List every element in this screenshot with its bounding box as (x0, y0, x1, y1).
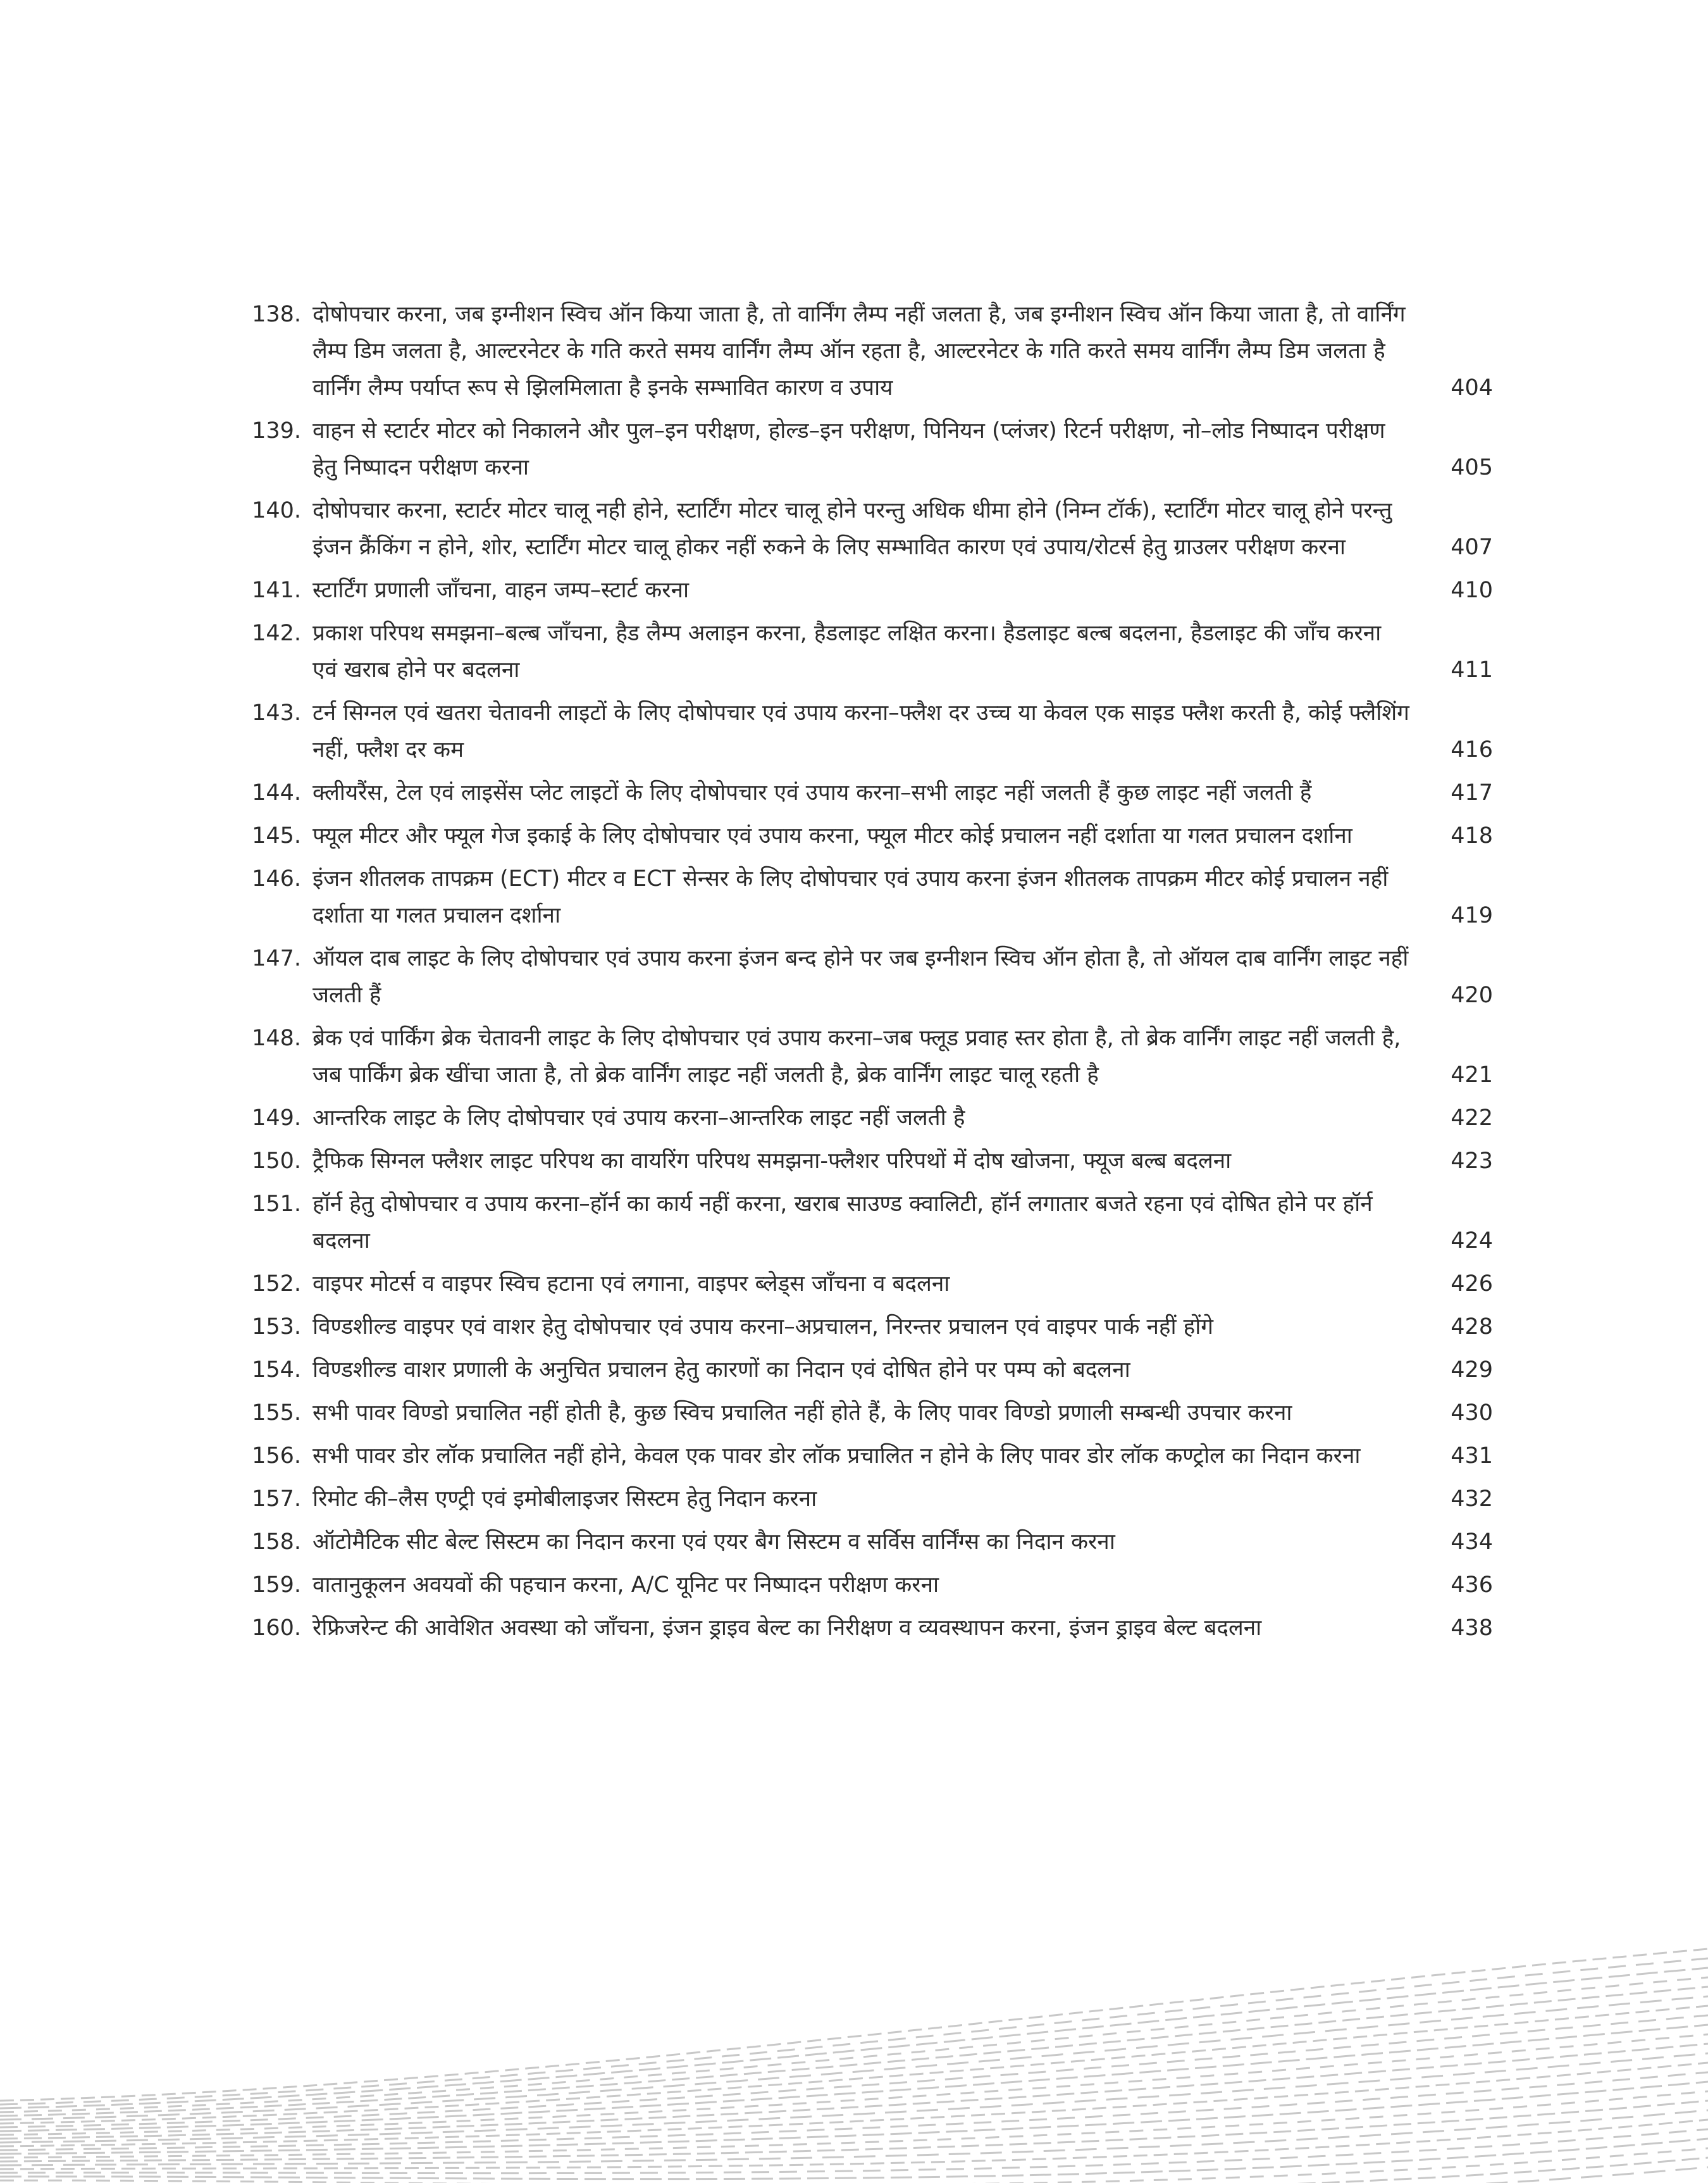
entry-page: 430 (1451, 1400, 1493, 1426)
wave-stripe (0, 2025, 1708, 2131)
entry-number: 141. (252, 578, 301, 603)
entry-page: 434 (1451, 1529, 1493, 1555)
entry-page: 404 (1451, 375, 1493, 401)
entry-title: दोषोपचार करना, स्टार्टर मोटर चालू नही होने, स्टार्टिंग मोटर चालू होने परन्तु अधिक धीमा होने (निम्न टॉर्क), स्टार्टिंग मोटर चालू होने परन्तु इंजन क्रैंकिंग न होने, शोर, स्टार्टिंग मोटर चालू होकर नहीं रुकने के लिए सम्भावित कारण एवं उपाय/रोटर्स हेतु ग्राउलर परीक्षण करना (313, 498, 1392, 560)
wave-stripe (0, 2139, 1708, 2179)
entry-title: सभी पावर विण्डो प्रचालित नहीं होती है, कुछ स्विच प्रचालित नहीं होते हैं, के लिए पावर विण्डो प्रणाली सम्बन्धी उपचार करना (313, 1400, 1292, 1426)
entry-title: वाइपर मोटर्स व वाइपर स्विच हटाना एवं लगाना, वाइपर ब्लेड्स जाँचना व बदलना (313, 1271, 950, 1297)
entry-title: वाहन से स्टार्टर मोटर को निकालने और पुल–इन परीक्षण, होल्ड–इन परीक्षण, पिनियन (प्लंजर) रिटर्न परीक्षण, नो–लोड निष्पादन परीक्षण हेतु निष्पादन परीक्षण करना (313, 418, 1385, 480)
wave-stripe (0, 2063, 1708, 2146)
wave-stripe (0, 1949, 1708, 2101)
wave-stripe (0, 2148, 1708, 2183)
entry-title: स्टार्टिंग प्रणाली जाँचना, वाहन जम्प–स्टार्ट करना (313, 578, 690, 603)
entry-number: 155. (252, 1400, 301, 1426)
entry-title: प्रकाश परिपथ समझना–बल्ब जाँचना, हैड लैम्प अलाइन करना, हैडलाइट लक्षित करना। हैडलाइट बल्ब बदलना, हैडलाइट की जाँच करना एवं खराब होने पर बदलना (313, 621, 1382, 683)
toc-entry (234, 940, 1493, 1014)
entry-number: 138. (252, 302, 301, 327)
wave-stripe (0, 2167, 1708, 2183)
wave-stripe (0, 2129, 1708, 2174)
entry-page: 418 (1451, 823, 1493, 849)
entry-page: 429 (1451, 1357, 1493, 1383)
toc-entry (234, 774, 1493, 811)
toc-entry (234, 413, 1493, 486)
entry-page: 407 (1451, 535, 1493, 560)
wave-stripe (0, 2120, 1708, 2169)
entry-number: 147. (252, 946, 301, 971)
entry-page: 438 (1451, 1615, 1493, 1641)
toc-entry (234, 1020, 1493, 1093)
wave-stripe (0, 1968, 1708, 2108)
toc-entry (234, 1309, 1493, 1345)
toc-entry (234, 1143, 1493, 1179)
entry-title: दोषोपचार करना, जब इग्नीशन स्विच ऑन किया जाता है, तो वार्निंग लैम्प नहीं जलता है, जब इग्नीशन स्विच ऑन किया जाता है, तो वार्निंग लैम्प डिम जलता है, आल्टरनेटर के गति करते समय वार्निंग लैम्प ऑन रहता है, आल्टरनेटर के गति करते समय वार्निंग लैम्प डिम जलता है वार्निंग लैम्प पर्याप्त रूप से झिलमिलाता है इनके सम्भावित कारण व उपाय (313, 302, 1406, 401)
entry-title: वातानुकूलन अवयवों की पहचान करना, A/C यूनिट पर निष्पादन परीक्षण करना (313, 1572, 939, 1598)
toc-entry (234, 492, 1493, 566)
entry-page: 410 (1451, 578, 1493, 603)
entry-page: 436 (1451, 1572, 1493, 1598)
wave-stripe (0, 1958, 1708, 2105)
entry-title: इंजन शीतलक तापक्रम (ECT) मीटर व ECT सेन्सर के लिए दोषोपचार एवं उपाय करना इंजन शीतलक तापक्रम मीटर कोई प्रचालन नहीं दर्शाता या गलत प्रचालन दर्शाना (313, 866, 1389, 928)
entry-page: 416 (1451, 737, 1493, 762)
entry-page: 432 (1451, 1486, 1493, 1512)
entry-number: 160. (252, 1615, 301, 1641)
entry-title: विण्डशील्ड वाइपर एवं वाशर हेतु दोषोपचार एवं उपाय करना–अप्रचालन, निरन्तर प्रचालन एवं वाइपर पार्क नहीं होंगे (313, 1314, 1214, 1340)
toc-entry (234, 615, 1493, 688)
wave-stripe (0, 2091, 1708, 2158)
entry-page: 421 (1451, 1062, 1493, 1088)
wave-stripe (0, 1987, 1708, 2116)
entry-number: 143. (252, 700, 301, 726)
stripe-group (0, 1949, 1708, 2183)
wave-stripe (0, 2082, 1708, 2154)
entry-title: हॉर्न हेतु दोषोपचार व उपाय करना–हॉर्न का कार्य नहीं करना, खराब साउण्ड क्वालिटी, हॉर्न लगातार बजते रहना एवं दोषित होने पर हॉर्न बदलना (313, 1191, 1373, 1253)
entry-page: 424 (1451, 1228, 1493, 1253)
entry-page: 422 (1451, 1105, 1493, 1131)
entry-page: 428 (1451, 1314, 1493, 1340)
entry-number: 157. (252, 1486, 301, 1512)
entry-title: सभी पावर डोर लॉक प्रचालित नहीं होने, केवल एक पावर डोर लॉक प्रचालित न होने के लिए पावर डोर लॉक कण्ट्रोल का निदान करना (313, 1443, 1361, 1469)
entry-number: 145. (252, 823, 301, 849)
entry-page: 426 (1451, 1271, 1493, 1297)
entry-number: 159. (252, 1572, 301, 1598)
wave-stripe (0, 1996, 1708, 2120)
entry-number: 150. (252, 1148, 301, 1174)
toc-entry (234, 695, 1493, 768)
toc-entry (234, 296, 1493, 406)
toc-entry (234, 1266, 1493, 1302)
entry-title: ट्रैफिक सिग्नल फ्लैशर लाइट परिपथ का वायरिंग परिपथ समझना-फ्लैशर परिपथों में दोष खोजना, फ्यूज बल्ब बदलना (313, 1148, 1232, 1174)
wave-stripe (0, 2072, 1708, 2150)
toc-entry (234, 1352, 1493, 1388)
entry-title: आन्तरिक लाइट के लिए दोषोपचार एवं उपाय करना–आन्तरिक लाइट नहीं जलती है (313, 1105, 965, 1131)
entry-number: 144. (252, 780, 301, 805)
toc-entry (234, 1481, 1493, 1517)
entry-title: रेफ्रिजरेन्ट की आवेशित अवस्था को जाँचना, इंजन ड्राइव बेल्ट का निरीक्षण व व्यवस्थापन करना, इंजन ड्राइव बेल्ट बदलना (313, 1615, 1262, 1641)
entry-number: 158. (252, 1529, 301, 1555)
entry-title: विण्डशील्ड वाशर प्रणाली के अनुचित प्रचालन हेतु कारणों का निदान एवं दोषित होने पर पम्प को बदलना (313, 1357, 1130, 1383)
wave-stripe (0, 2034, 1708, 2135)
toc-entry (234, 818, 1493, 854)
entry-title: क्लीयरैंस, टेल एवं लाइसेंस प्लेट लाइटों के लिए दोषोपचार एवं उपाय करना–सभी लाइट नहीं जलती हैं कुछ लाइट नहीं जलती हैं (313, 780, 1312, 805)
entry-number: 149. (252, 1105, 301, 1131)
entry-number: 140. (252, 498, 301, 523)
wave-stripe (0, 2158, 1708, 2183)
entry-title: ऑटोमैटिक सीट बेल्ट सिस्टम का निदान करना एवं एयर बैग सिस्टम व सर्विस वार्निंग्स का निदान करना (313, 1529, 1115, 1555)
entry-title: ब्रेक एवं पार्किंग ब्रेक चेतावनी लाइट के लिए दोषोपचार एवं उपाय करना–जब फ्लूड प्रवाह स्तर होता है, तो ब्रेक वार्निंग लाइट नहीं जलती है, जब पार्किंग ब्रेक खींचा जाता है, तो ब्रेक वार्निंग लाइट नहीं जलती है, ब्रेक वार्निंग लाइट चालू रहती है (313, 1026, 1401, 1088)
entry-title: टर्न सिग्नल एवं खतरा चेतावनी लाइटों के लिए दोषोपचार एवं उपाय करना–फ्लैश दर उच्च या केवल एक साइड फ्लैश करती है, कोई फ्लैशिंग नहीं, फ्लैश दर कम (313, 700, 1409, 762)
wave-stripe (0, 2053, 1708, 2143)
wave-stripe (0, 1977, 1708, 2112)
toc-entry (234, 861, 1493, 934)
entry-number: 153. (252, 1314, 301, 1340)
entry-number: 156. (252, 1443, 301, 1469)
toc-entry (234, 1438, 1493, 1474)
toc-entry (234, 1395, 1493, 1431)
entry-number: 142. (252, 621, 301, 646)
toc-entry (234, 1610, 1493, 1646)
entry-number: 148. (252, 1026, 301, 1051)
entry-number: 139. (252, 418, 301, 444)
entry-title: ऑयल दाब लाइट के लिए दोषोपचार एवं उपाय करना इंजन बन्द होने पर जब इग्नीशन स्विच ऑन होता है, तो ऑयल दाब वार्निंग लाइट नहीं जलती हैं (313, 946, 1409, 1008)
toc-entry (234, 1567, 1493, 1603)
toc-entry (234, 1524, 1493, 1560)
wave-stripe (0, 2015, 1708, 2127)
toc-entry (234, 1186, 1493, 1259)
entry-page: 431 (1451, 1443, 1493, 1469)
entry-page: 420 (1451, 983, 1493, 1008)
wave-stripe (0, 2044, 1708, 2139)
entry-title: रिमोट की–लैस एण्ट्री एवं इमोबीलाइजर सिस्टम हेतु निदान करना (313, 1486, 817, 1512)
entry-number: 146. (252, 866, 301, 892)
entry-page: 423 (1451, 1148, 1493, 1174)
entry-number: 151. (252, 1191, 301, 1217)
toc-entry (234, 1100, 1493, 1136)
entry-page: 417 (1451, 780, 1493, 805)
wave-stripe (0, 2006, 1708, 2124)
entry-title: फ्यूल मीटर और फ्यूल गेज इकाई के लिए दोषोपचार एवं उपाय करना, फ्यूल मीटर कोई प्रचालन नहीं दर्शाता या गलत प्रचालन दर्शाना (313, 823, 1352, 849)
table-of-contents (234, 296, 1493, 1653)
wave-stripe (0, 2101, 1708, 2161)
entry-number: 154. (252, 1357, 301, 1383)
entry-page: 419 (1451, 903, 1493, 928)
wave-stripe (0, 2110, 1708, 2165)
toc-entry (234, 572, 1493, 609)
entry-page: 405 (1451, 455, 1493, 480)
entry-number: 152. (252, 1271, 301, 1297)
entry-page: 411 (1451, 657, 1493, 683)
